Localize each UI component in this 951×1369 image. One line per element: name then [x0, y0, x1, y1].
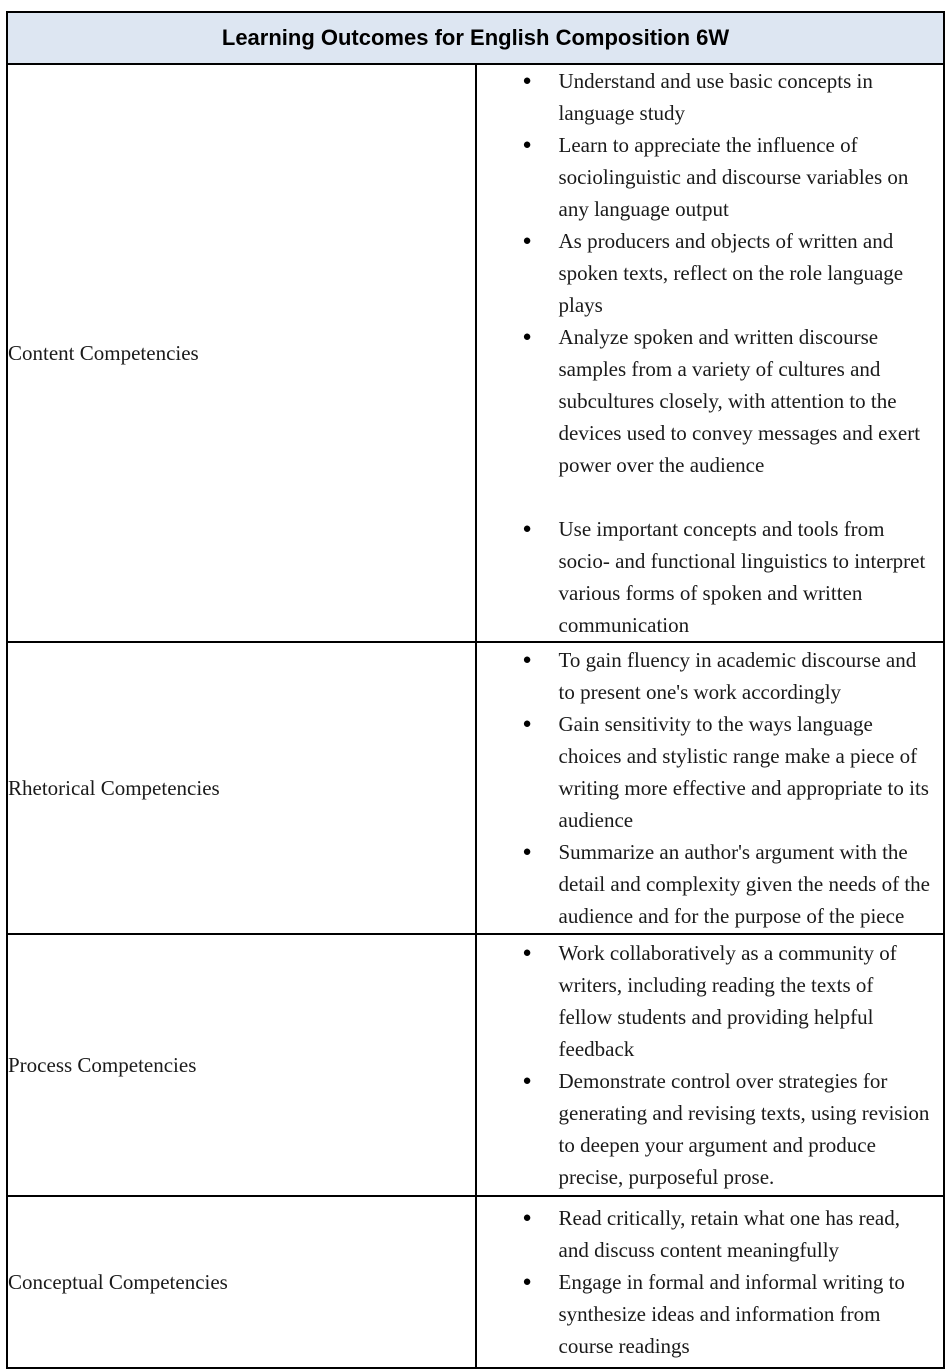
learning-outcomes-table	[6, 11, 945, 1369]
list-item: ● To gain fluency in academic discourse and to present one's work accordingly	[559, 644, 932, 708]
row-outcomes	[476, 1196, 945, 1368]
list-item: ● Analyze spoken and written discourse samples from a variety of cultures and subcultures closely, with attention to the devices used to convey messages and exert power over the audience	[559, 321, 932, 481]
table-row	[7, 642, 944, 934]
table-row	[7, 64, 944, 642]
list-item: ● Summarize an author's argument with the detail and complexity given the needs of the audience and for the purpose of the piece	[559, 836, 932, 932]
row-outcomes	[476, 642, 945, 934]
row-label: Rhetorical Competencies	[7, 642, 476, 934]
row-outcomes	[476, 64, 945, 642]
row-outcomes	[476, 934, 945, 1196]
table-row	[7, 1196, 944, 1368]
list-item: ● Learn to appreciate the influence of sociolinguistic and discourse variables on any language output	[559, 129, 932, 225]
outcome-list	[477, 937, 944, 1193]
list-item: ● Read critically, retain what one has read, and discuss content meaningfully	[559, 1202, 932, 1266]
list-item: ● Engage in formal and informal writing to synthesize ideas and information from course readings	[559, 1266, 932, 1362]
outcome-list	[477, 65, 944, 641]
table-title: Learning Outcomes for English Composition 6W	[7, 12, 944, 64]
table-row	[7, 934, 944, 1196]
outcome-list	[477, 1202, 944, 1362]
list-item: ● Understand and use basic concepts in language study	[559, 65, 932, 129]
row-label: Content Competencies	[7, 64, 476, 642]
list-item: ● As producers and objects of written and spoken texts, reflect on the role language plays	[559, 225, 932, 321]
list-item: ● Gain sensitivity to the ways language choices and stylistic range make a piece of writing more effective and appropriate to its audience	[559, 708, 932, 836]
outcome-list	[477, 644, 944, 932]
table-header-row	[7, 12, 944, 64]
row-label: Process Competencies	[7, 934, 476, 1196]
list-item: ● Demonstrate control over strategies for generating and revising texts, using revision to deepen your argument and produce precise, purposeful prose.	[559, 1065, 932, 1193]
list-item: ● Work collaboratively as a community of writers, including reading the texts of fellow students and providing helpful feedback	[559, 937, 932, 1065]
row-label: Conceptual Competencies	[7, 1196, 476, 1368]
list-item: ● Use important concepts and tools from socio- and functional linguistics to interpret various forms of spoken and written communication	[559, 513, 932, 641]
